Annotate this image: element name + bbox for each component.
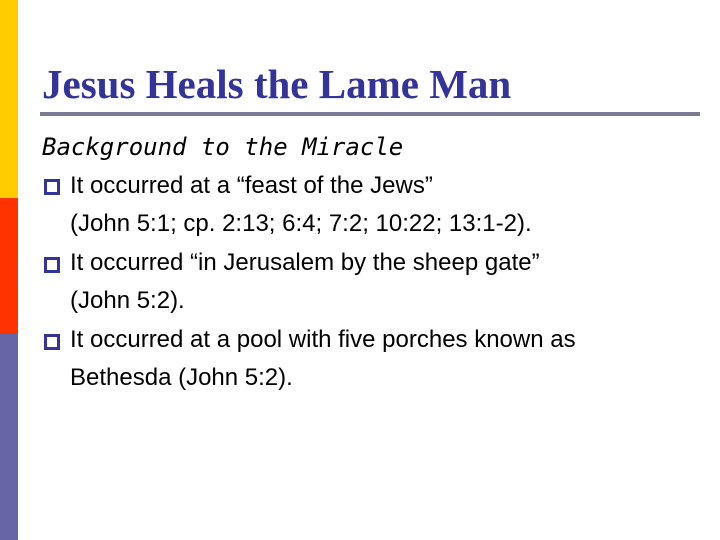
- side-accent-purple: [0, 334, 18, 540]
- bullet-text: It occurred at a pool with five porches known as: [70, 326, 576, 353]
- side-accent-yellow: [0, 0, 18, 198]
- bullet-text: It occurred “in Jerusalem by the sheep gate”: [70, 249, 540, 276]
- hollow-square-bullet-icon: [44, 334, 60, 350]
- bullet-text: (John 5:2).: [70, 287, 185, 314]
- slide-subtitle: Background to the Miracle: [42, 133, 404, 161]
- side-accent-red: [0, 198, 18, 334]
- hollow-square-bullet-icon: [44, 257, 60, 273]
- title-divider: [40, 112, 700, 116]
- bullet-text: Bethesda (John 5:2).: [70, 364, 293, 391]
- slide-title: Jesus Heals the Lame Man: [42, 61, 512, 107]
- hollow-square-bullet-icon: [44, 179, 60, 195]
- bullet-text: It occurred at a “feast of the Jews”: [70, 172, 433, 199]
- bullet-text: (John 5:1; cp. 2:13; 6:4; 7:2; 10:22; 13:1-2).: [70, 210, 532, 237]
